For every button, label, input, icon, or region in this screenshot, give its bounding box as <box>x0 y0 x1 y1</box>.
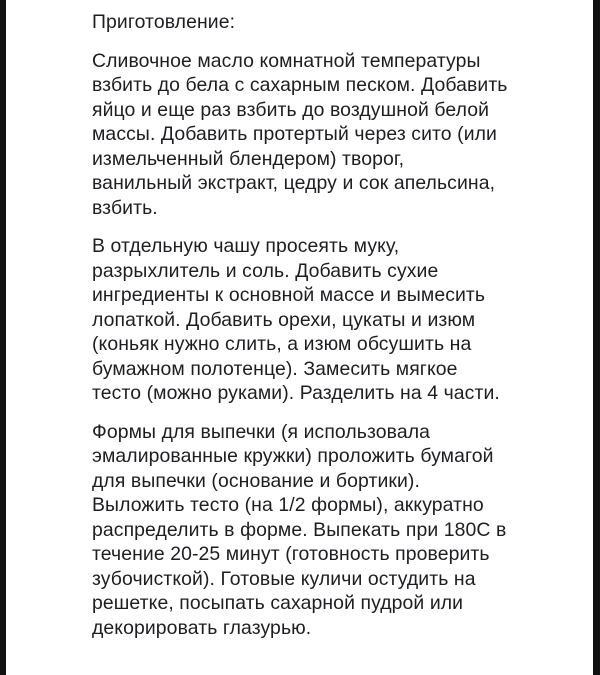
text-line: ингредиенты к основной массе и вымесить <box>92 284 486 306</box>
text-line: течение 20-25 минут (готовность проверить <box>92 543 490 565</box>
text-line: Выложить тесто (на 1/2 формы), аккуратно <box>92 494 484 516</box>
text-line: эмалированные кружки) проложить бумагой <box>92 445 494 467</box>
text-line: измельченный блендером) творог, <box>92 147 405 170</box>
text-line: распределить в форме. Выпекать при 180С в <box>92 518 507 541</box>
text-line: решетке, посыпать сахарной пудрой или <box>92 592 464 614</box>
right-dark-border <box>593 0 600 675</box>
text-line: лопаткой. Добавить орехи, цукаты и изюм <box>92 308 476 331</box>
text-line: для выпечки (основание и бортики). <box>92 469 420 492</box>
text-line: В отдельную чашу просеять муку, <box>92 235 400 257</box>
text-line: яйцо и еще раз взбить до воздушной белой <box>92 98 490 121</box>
text-line: ванильный экстракт, цедру и сок апельсина, <box>92 172 496 194</box>
text-line: тесто (можно руками). Разделить на 4 части. <box>92 382 500 404</box>
paragraph-1 <box>92 49 592 221</box>
text-line: взбить до бела с сахарным песком. Добавить <box>92 74 508 96</box>
paragraph-2 <box>92 234 592 406</box>
text-line: разрыхлитель и соль. Добавить сухие <box>92 259 439 282</box>
text-line: зубочисткой). Готовые куличи остудить на <box>92 567 476 590</box>
section-heading: Приготовление: <box>92 11 236 33</box>
text-line: взбить. <box>92 196 158 219</box>
paragraph-3 <box>92 420 592 641</box>
left-dark-border <box>0 0 6 675</box>
recipe-post-text <box>92 10 592 654</box>
text-line: (коньяк нужно слить, а изюм обсушить на <box>92 333 472 355</box>
text-line: Сливочное масло комнатной температуры <box>92 49 481 72</box>
text-line: бумажном полотенце). Замесить мягкое <box>92 357 458 380</box>
text-line: декорировать глазурью. <box>92 616 312 639</box>
text-line: массы. Добавить протертый через сито (или <box>92 123 497 145</box>
text-line: Формы для выпечки (я использовала <box>92 420 431 443</box>
